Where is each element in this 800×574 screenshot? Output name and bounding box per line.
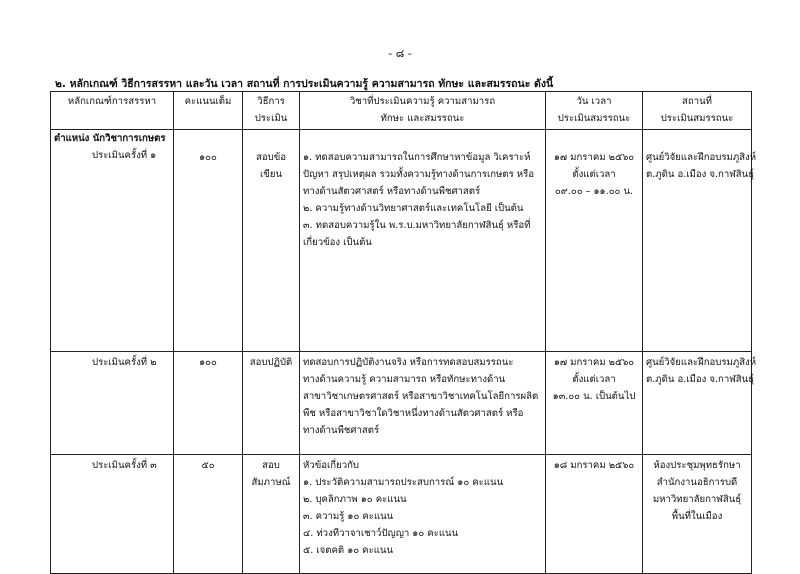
method-cell: สอบข้อเขียน [243,130,300,352]
place-cell [643,130,757,352]
criteria-cell [51,455,174,574]
round-label: ประเมินครั้งที่ ๑ [92,150,157,161]
date-line: ๑๘ มกราคม ๒๕๖๐ [553,460,635,471]
position-title: ตำแหน่ง นักวิชาการเกษตร [54,133,166,144]
selection-criteria-table [50,91,757,574]
table-header-row [51,92,752,130]
subject-line: เกี่ยวข้อง เป็นต้น [303,237,372,248]
header-full-score: คะแนนเต็ม [174,92,243,130]
header-place: สถานที่ ประเมินสมรรถนะ [643,92,752,130]
place-line: ต.ภูดิน อ.เมือง จ.กาฬสินธุ์ [646,169,755,180]
subject-line: ปัญหา สรุปเหตุผล รวมทั้งความรู้ทางด้านการเกษตร หรือ [303,169,535,180]
header-subject: วิชาที่ประเมินความรู้ ความสามารถ ทักษะ และสมรรถนะ [300,92,546,130]
section-heading: ๒. หลักเกณฑ์ วิธีการสรรหา และวัน เวลา สถานที่ การประเมินความรู้ ความสามารถ ทักษะ และสมรรถนะ ดังนี้ [55,78,554,90]
subject-line: ๑. ทดสอบความสามารถในการศึกษาหาข้อมูล วิเคราะห์ [303,152,531,163]
place-cell [643,352,757,455]
date-line: ๐๙.๐๐ – ๑๑.๐๐ น. [554,186,634,197]
subject-line: ๒. บุคลิกภาพ ๑๐ คะแนน [303,494,407,505]
date-line: ๑๗ มกราคม ๒๕๖๐ [553,357,635,368]
table-row [51,130,752,352]
subject-line: ๔. ท่วงทีวาจาเชาว์ปัญญา ๑๐ คะแนน [303,528,459,539]
subject-line: ทางด้านพืชศาสตร์ [303,425,380,436]
table-row [51,455,752,574]
page-number: - ๘ - [388,47,412,60]
place-cell [643,455,752,574]
place-line: ห้องประชุมพุทธรักษา [653,460,741,471]
date-line: ๑๓.๐๐ น. เป็นต้นไป [552,391,636,402]
date-cell [546,455,643,574]
subject-line: ๒. ความรู้ทางด้านวิทยาศาสตร์และเทคโนโลยี เป็นต้น [303,203,524,214]
subject-line: ๓. ความรู้ ๑๐ คะแนน [303,511,394,522]
header-method: วิธีการ ประเมิน [243,92,300,130]
score-cell: ๑๐๐ [174,130,243,352]
subject-cell [300,352,546,455]
header-criteria: หลักเกณฑ์การสรรหา [51,92,174,130]
subject-line: หัวข้อเกี่ยวกับ [303,460,360,471]
place-line: สำนักงานอธิการบดี [656,477,738,488]
round-label: ประเมินครั้งที่ ๓ [92,460,157,471]
score-cell: ๕๐ [174,455,243,574]
score-cell: ๑๐๐ [174,352,243,455]
subject-line: ทางด้านความรู้ ความสามารถ หรือทักษะทางด้าน [303,374,506,385]
date-line: ๑๗ มกราคม ๒๕๖๐ [553,152,635,163]
round-label: ประเมินครั้งที่ ๒ [92,357,157,368]
subject-line: พืช หรือสาขาวิชาใดวิชาหนึ่งทางด้านสัตวศาสตร์ หรือ [303,408,524,419]
criteria-cell [51,130,174,352]
place-line: พื้นที่ในเมือง [671,511,723,522]
subject-line: สาขาวิชาเกษตรศาสตร์ หรือสาขาวิชาเทคโนโลยีการผลิต [303,391,539,402]
header-date: วัน เวลา ประเมินสมรรถนะ [546,92,643,130]
subject-line: ๑. ประวัติความสามารถประสบการณ์ ๑๐ คะแนน [303,477,504,488]
method-cell: สอบสัมภาษณ์ [243,455,300,574]
date-cell [546,352,643,455]
subject-line: ๕. เจตคติ ๑๐ คะแนน [303,545,394,556]
table-row [51,352,752,455]
date-line: ตั้งแต่เวลา [572,169,616,180]
method-cell: สอบปฏิบัติ [243,352,300,455]
subject-cell [300,130,546,352]
subject-line: ทดสอบการปฏิบัติงานจริง หรือการทดสอบสมรรถนะ [303,357,514,368]
subject-cell [300,455,546,574]
subject-line: ๓. ทดสอบความรู้ใน พ.ร.บ.มหาวิทยาลัยกาฬสินธุ์ หรือที่ [303,220,531,231]
date-line: ตั้งแต่เวลา [572,374,616,385]
subject-line: ทางด้านสัตวศาสตร์ หรือทางด้านพืชศาสตร์ [303,186,481,197]
place-line: ต.ภูดิน อ.เมือง จ.กาฬสินธุ์ [646,374,755,385]
date-cell [546,130,643,352]
criteria-cell [51,352,174,455]
place-line: ศูนย์วิจัยและฝึกอบรมภูสิงห์ [646,152,757,163]
place-line: ศูนย์วิจัยและฝึกอบรมภูสิงห์ [646,357,757,368]
place-line: มหาวิทยาลัยกาฬสินธุ์ [652,494,742,505]
